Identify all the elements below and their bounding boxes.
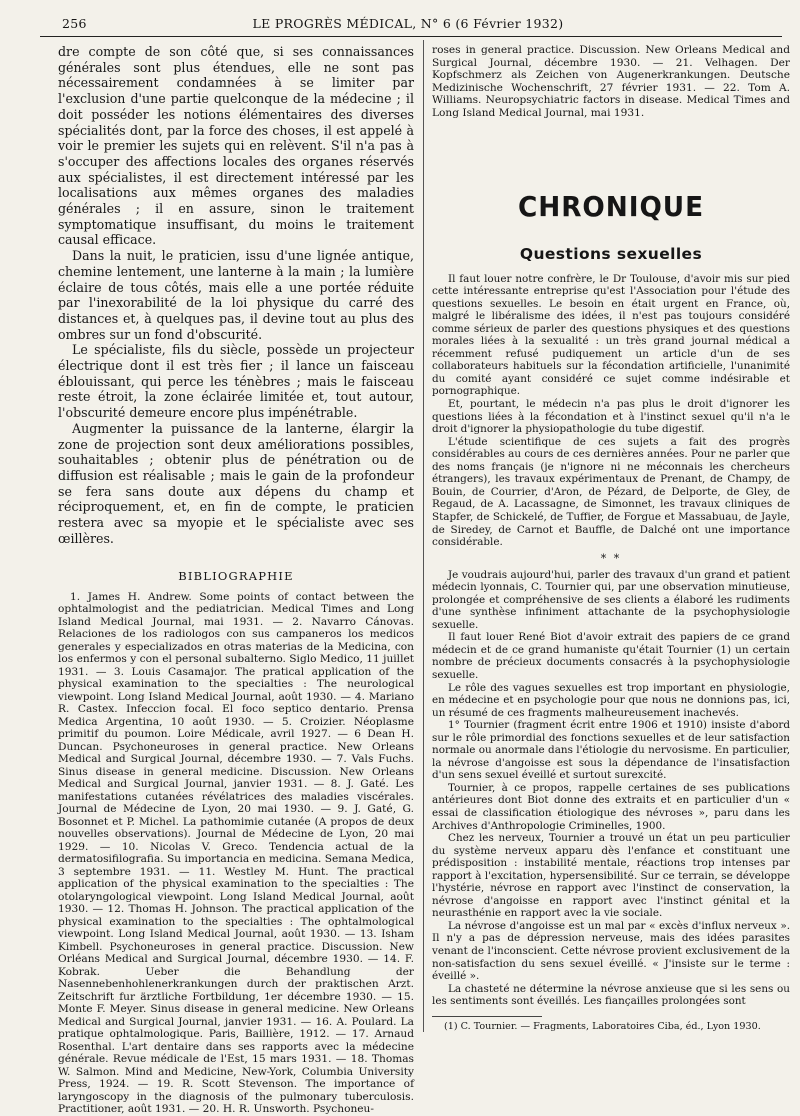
paragraph: La névrose d'angoisse est un mal par « excès d'influx nerveux ». Il n'y a pas de dépression nerveuse, mais des idées parasites venant de l'inconscient. Cette névrose provient exclusivement de la non-satisfaction du sens sexuel éveillé. « J'insiste sur le terme : éveillé ».	[432, 919, 790, 983]
left-column	[58, 44, 414, 1116]
section-title: CHRONIQUE	[517, 189, 705, 223]
left-body-text	[58, 44, 414, 547]
paragraph: Tournier, à ce propos, rappelle certaines de ses publications antérieures dont Biot donne des extraits et en particulier d'un « essai de classification étiologique des névroses », paru dans les Archives d'Anthropologie Criminelles, 1900.	[432, 781, 790, 832]
bibliography-continued	[432, 44, 790, 120]
paragraph: Le rôle des vagues sexuelles est trop important en physiologie, en médecine et en psychologie pour que nous ne donnions pas, ici, un résumé de ces fragments malheureusement inachevés.	[432, 681, 790, 719]
paragraph: L'étude scientifique de ces sujets a fait des progrès considérables au cours de ces dernières années. Pour ne parler que des noms français (je n'ignore ni ne méconnais les chercheurs étrangers), les travaux expérimentaux de Prenant, de Champy, de Bouin, de Courrier, d'Aron, de Pézard, de Delporte, de Gley, de Regaud, de A. Lacassagne, de Simonnet, les travaux cliniques de Stapfer, de Schickelé, de Tuffier, de Forgue et Massabuau, de Jayle, de Siredey, de Carnot et Bauffle, de Dalché ont une importance considérable.	[432, 435, 790, 549]
bibliography-list	[58, 591, 414, 1116]
paragraph: dre compte de son côté que, si ses connaissances générales sont plus étendues, elle ne sont pas nécessairement condamnées à se limiter par l'exclusion d'une partie quelconque de la médecine ; il doit posséder les notions élémentaires des diverses spécialités dont, par la force des choses, il est appelé à voir le premier les sujets qui en relèvent. S'il n'a pas à s'occuper des affections locales des organes réservés aux spécialistes, il est directement intéressé par les localisations aux mêmes organes des maladies générales ; il en assure, sinon le traitement symptomatique insuffisant, du moins le traitement causal efficace.	[58, 44, 414, 248]
header-rule	[40, 36, 782, 37]
page-header	[38, 14, 778, 36]
article-body	[432, 273, 790, 1008]
article-title: Questions sexuelles	[519, 244, 703, 263]
column-divider	[423, 40, 424, 1032]
running-title: LE PROGRÈS MÉDICAL, N° 6 (6 Février 1932)	[252, 16, 564, 31]
paragraph: Chez les nerveux, Tournier a trouvé un état un peu particulier du système nerveux apparu dès l'enfance et constituant une prédisposition : instabilité mentale, réactions trop intenses par rapport à l'excitation, hypersensibilité. Sur ce terrain, se développe l'hystérie, névrose en rapport avec l'instinct de conservation, la névrose d'angoisse en rapport avec l'instinct génital et la neurasthénie en rapport avec la vie sociale.	[432, 832, 790, 920]
bibliography-text-cont: roses in general practice. Discussion. New Orleans Medical and Surgical Journal, décembre 1930. — 21. Velhagen. Der Kopfschmerz als Zeichen von Augenerkrankungen. Deutsche Medizinische Wochenschrift, 27 février 1931. — 22. Tom A. Williams. Neuropsychiatric factors in disease. Medical Times and Long Island Medical Journal, mai 1931.	[432, 44, 790, 119]
paragraph: Dans la nuit, le praticien, issu d'une lignée antique, chemine lentement, une lanterne à la main ; la lumière éclaire de tous côtés, mais elle a une portée réduite par l'inexorabilité de la loi physique du carré des distances et, à quelques pas, il devine tout au plus des ombres sur un fond d'obscurité.	[58, 248, 414, 342]
bibliography-text: 1. James H. Andrew. Some points of contact between the ophtalmologist and the pediatrician. Medical Times and Long Island Medical Journal, mai 1931. — 2. Navarro Cánovas. Relaciones de los radiologos con sus campaneros los medicos generales y especializados en otras materias de la Medicina, con los enfermos y con el personal subalterno. Siglo Medico, 11 juillet 1931. — 3. Louis Casamajor. The pratical application of the physical examination to the specialties : The neurological viewpoint. Long Island Medical Journal, août 1930. — 4. Mariano R. Castex. Infeccion focal. El foco septico dentario. Prensa Medica Argentina, 10 août 1930. — 5. Croizier. Néoplasme primitif du poumon. Loire Médicale, avril 1927. — 6 Dean H. Duncan. Psychoneuroses in general practice. New Orleans Medical and Surgical Journal, décembre 1930. — 7. Vals Fuchs. Sinus disease in general medicine. Discussion. New Orleans Medical and Surgical Journal, janvier 1931. — 8. J. Gaté. Les manifestations cutanées révélatrices des maladies viscérales. Journal de Médecine de Lyon, 20 mai 1930. — 9. J. Gaté, G. Bosonnet et P. Michel. La pathomimie cutanée (A propos de deux nouvelles observations). Journal de Médecine de Lyon, 20 mai 1929. — 10. Nicolas V. Greco. Tendencia actual de la dermatosifilografia. Su importancia en medicina. Semana Medica, 3 septembre 1931. — 11. Westley M. Hunt. The practical application of the physical examination to the specialties : The otolaryngological viewpoint. Long Island Medical Journal, août 1930. — 12. Thomas H. Johnson. The practical application of the physical examination to the specialties : The ophtalmological viewpoint. Long Island Medical Journal, août 1930. — 13. Isham Kimbell. Psychoneuroses in general practice. Discussion. New Orléans Medical and Surgical Journal, décembre 1930. — 14. F. Kobrak. Ueber die Behandlung der Nasennebenhohlenerkrankungen durch der praktischen Arzt. Zeitschrift fur ärztliche Fortbildung, 1er décembre 1930. — 15. Monte F. Meyer. Sinus disease in general medicine. New Orleans Medical and Surgical Journal, janvier 1931. — 16. A. Poulard. La pratique ophtalmologique. Paris, Baillière, 1912. — 17. Arnaud Rosenthal. L'art dentaire dans ses rapports avec la médecine générale. Revue médicale de l'Est, 15 mars 1931. — 18. Thomas W. Salmon. Mind and Medicine, New-York, Columbia University Press, 1924. — 19. R. Scott Stevenson. The importance of laryngoscopy in the diagnosis of the pulmonary tuberculosis. Practitioner, août 1931. — 20. H. R. Unsworth. Psychoneu-	[58, 590, 414, 1115]
paragraph: 1° Tournier (fragment écrit entre 1906 et 1910) insiste d'abord sur le rôle primordial des fonctions sexuelles et de leur satisfaction normale ou anormale dans l'étiologie du nervosisme. En particulier, la névrose d'angoisse est sous la dépendance de l'insatisfaction d'un sens sexuel éveillé et surtout surexcité.	[432, 719, 790, 782]
paragraph: La chasteté ne détermine la névrose anxieuse que si les sens ou les sentiments sont éveillés. Les fiançailles prolongées sont	[432, 982, 790, 1008]
paragraph: Il faut louer René Biot d'avoir extrait des papiers de ce grand médecin et de ce grand humaniste qu'était Tournier (1) un certain nombre de précieux documents consacrés à la psychophysiologie sexuelle.	[432, 631, 790, 681]
bibliography-heading: BIBLIOGRAPHIE	[178, 568, 294, 583]
footnote-text: (1) C. Tournier. — Fragments, Laboratoires Ciba, éd., Lyon 1930.	[444, 1020, 761, 1032]
asterism-separator: * *	[600, 551, 622, 565]
right-column	[432, 44, 790, 1033]
paragraph: Augmenter la puissance de la lanterne, élargir la zone de projection sont deux améliorations possibles, souhaitables ; obtenir plus de pénétration ou de diffusion est réalisable ; mais le gain de la profondeur se fera sans doute aux dépens du champ et réciproquement, et, en fin de compte, le praticien restera avec sa myopie et le spécialiste avec ses œillères.	[58, 420, 414, 546]
paragraph: Et, pourtant, le médecin n'a pas plus le droit d'ignorer les questions liées à la fécondation et à l'instinct sexuel qu'il n'a le droit d'ignorer la physiopathologie du tube digestif.	[432, 398, 790, 436]
footnote-rule	[432, 1016, 542, 1017]
paragraph: Le spécialiste, fils du siècle, possède un projecteur électrique dont il est très fier ; il lance un faisceau éblouissant, qui perce les ténèbres ; mais le faisceau reste étroit, la zone éclairée limitée et, tout autour, l'obscurité demeure encore plus impénétrable.	[58, 342, 414, 421]
paragraph: Il faut louer notre confrère, le Dr Toulouse, d'avoir mis sur pied cette intéressante entreprise qu'est l'Association pour l'étude des questions sexuelles. Le besoin en était urgent en France, où, malgré le libéralisme des idées, il n'est pas toujours considéré comme sérieux de parler des questions physiques et des questions morales liées à la sexualité : un très grand journal médical a récemment refusé pudiquement un article d'un de ses collaborateurs habituels sur la fécondation artificielle, l'unanimité du comité ayant considéré ce sujet comme indésirable et pornographique.	[432, 272, 790, 398]
paragraph: Je voudrais aujourd'hui, parler des travaux d'un grand et patient médecin lyonnais, C. Tournier qui, par une observation minutieuse, prolongée et compréhensive de ses clients a élaboré les rudiments d'une synthèse infiniment attachante de la psychophysiologie sexuelle.	[432, 568, 790, 631]
footnote	[432, 1021, 790, 1033]
page-number: 256	[62, 16, 87, 31]
